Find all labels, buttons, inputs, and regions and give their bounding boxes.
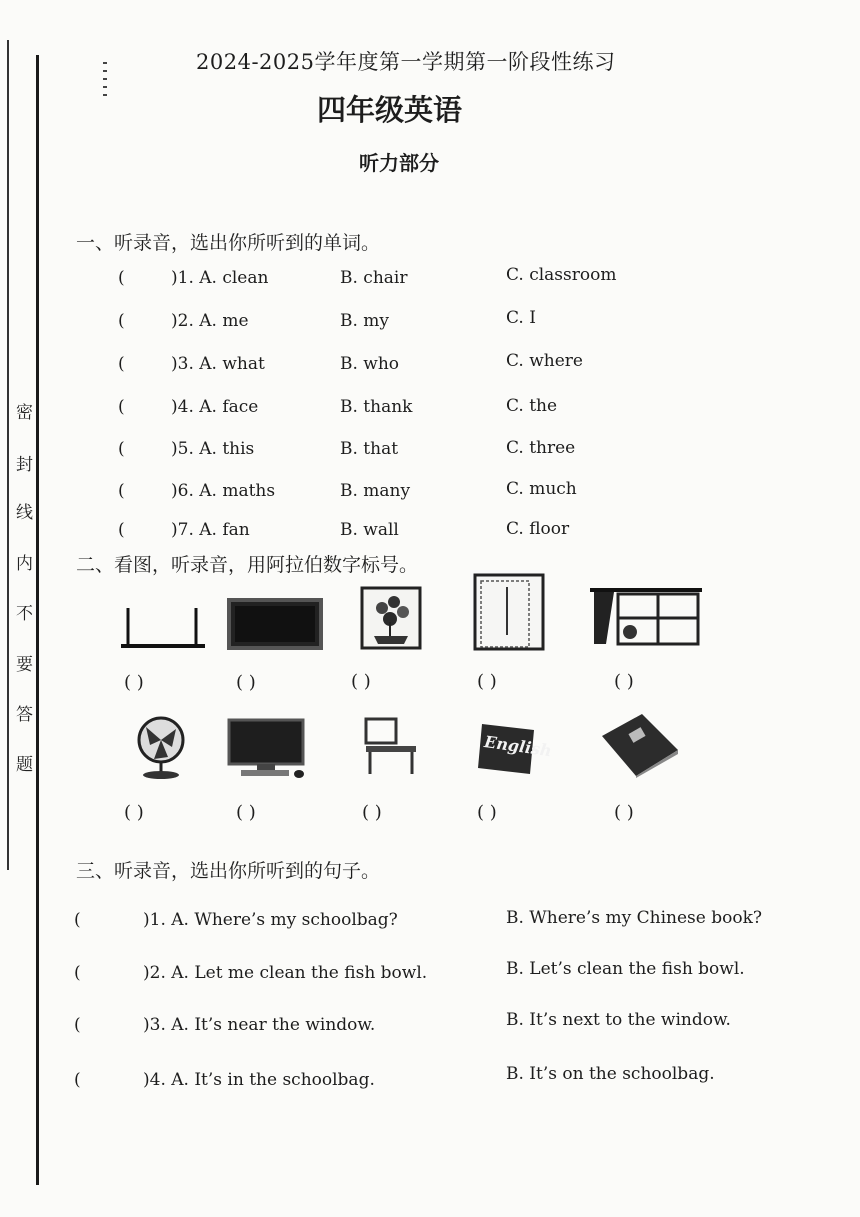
answer-blank[interactable]: ( ) (351, 671, 371, 692)
option-b: B. thank (340, 397, 413, 417)
computer-icon (227, 718, 309, 780)
option-b: B. that (340, 439, 399, 459)
option-a: )5. A. this (171, 439, 255, 459)
option-a: )6. A. maths (171, 481, 276, 501)
sentence-row (0, 910, 860, 940)
section3-title: 三、听录音，选出你所听到的句子。 (76, 860, 381, 882)
answer-blank[interactable]: ( (74, 910, 81, 930)
answer-blank[interactable]: ( ) (236, 672, 256, 693)
seal-char: 不 (16, 604, 33, 624)
book-icon (598, 712, 680, 778)
exam-term-title: 2024-2025学年度第一学期第一阶段性练习 (196, 50, 616, 74)
seal-char: 要 (16, 655, 33, 675)
section2-title: 二、看图，听录音，用阿拉伯数字标号。 (76, 554, 419, 576)
option-b: B. my (340, 311, 390, 331)
option-c: C. I (506, 308, 536, 328)
option-a: )7. A. fan (171, 520, 250, 540)
option-b: B. chair (340, 268, 408, 288)
sentence-option-a: )3. A. It’s near the window. (143, 1015, 376, 1035)
option-a: )4. A. face (171, 397, 259, 417)
sentence-row (0, 1064, 860, 1100)
answer-blank[interactable]: ( ) (362, 802, 382, 823)
option-a: )2. A. me (171, 311, 249, 331)
door-icon (473, 573, 545, 651)
sentence-option-a: )2. A. Let me clean the fish bowl. (143, 963, 428, 983)
answer-blank[interactable]: ( (118, 520, 125, 540)
chair-icon (362, 716, 420, 776)
seal-char: 答 (16, 705, 33, 725)
light-icon (118, 606, 208, 654)
seal-char: 内 (16, 554, 33, 574)
sentence-option-a: )4. A. It’s in the schoolbag. (143, 1070, 375, 1090)
fan-icon (134, 715, 190, 779)
answer-blank[interactable]: ( (74, 1070, 81, 1090)
answer-blank[interactable]: ( ) (614, 802, 634, 823)
sentence-row (0, 959, 860, 993)
question-row (0, 397, 860, 427)
english-book-label: English (483, 732, 553, 761)
question-row (0, 265, 860, 298)
option-c: C. where (506, 351, 583, 371)
option-b: B. many (340, 481, 411, 501)
answer-blank[interactable]: ( (74, 1015, 81, 1035)
sentence-option-b: B. It’s on the schoolbag. (506, 1064, 715, 1084)
section1-title: 一、听录音，选出你所听到的单词。 (76, 232, 381, 254)
option-c: C. three (506, 438, 576, 458)
question-row (0, 481, 860, 511)
seal-char: 密 (16, 403, 33, 423)
question-row (0, 520, 860, 550)
sentence-option-b: B. Let’s clean the fish bowl. (506, 959, 745, 979)
answer-blank[interactable]: ( (118, 268, 125, 288)
seal-char: 线 (16, 503, 33, 523)
answer-blank[interactable]: ( (118, 439, 125, 459)
answer-blank[interactable]: ( (74, 963, 81, 983)
english-book-icon (476, 722, 553, 776)
option-b: B. wall (340, 520, 399, 540)
seal-char: 题 (16, 755, 33, 775)
question-row (0, 351, 860, 384)
answer-blank[interactable]: ( ) (477, 802, 497, 823)
sentence-row (0, 1010, 860, 1045)
question-row (0, 439, 860, 469)
question-row (0, 308, 860, 341)
exam-part-title: 听力部分 (359, 151, 439, 175)
binding-dots (103, 62, 107, 102)
answer-blank[interactable]: ( ) (124, 802, 144, 823)
answer-blank[interactable]: ( ) (124, 672, 144, 693)
answer-blank[interactable]: ( (118, 311, 125, 331)
window-icon (588, 586, 704, 650)
answer-blank[interactable]: ( ) (477, 671, 497, 692)
blackboard-icon (227, 598, 323, 650)
option-b: B. who (340, 354, 400, 374)
answer-blank[interactable]: ( (118, 397, 125, 417)
option-c: C. floor (506, 519, 570, 539)
option-c: C. much (506, 479, 577, 499)
exam-subject-title: 四年级英语 (317, 93, 463, 127)
option-c: C. classroom (506, 265, 617, 285)
answer-blank[interactable]: ( (118, 354, 125, 374)
sentence-option-b: B. Where’s my Chinese book? (506, 908, 762, 928)
answer-blank[interactable]: ( ) (614, 671, 634, 692)
option-a: )3. A. what (171, 354, 265, 374)
picture-icon (360, 586, 422, 650)
answer-blank[interactable]: ( ) (236, 802, 256, 823)
sentence-option-b: B. It’s next to the window. (506, 1010, 731, 1030)
seal-char: 封 (16, 455, 33, 475)
sentence-option-a: )1. A. Where’s my schoolbag? (143, 910, 398, 930)
option-a: )1. A. clean (171, 268, 269, 288)
option-c: C. the (506, 396, 558, 416)
answer-blank[interactable]: ( (118, 481, 125, 501)
